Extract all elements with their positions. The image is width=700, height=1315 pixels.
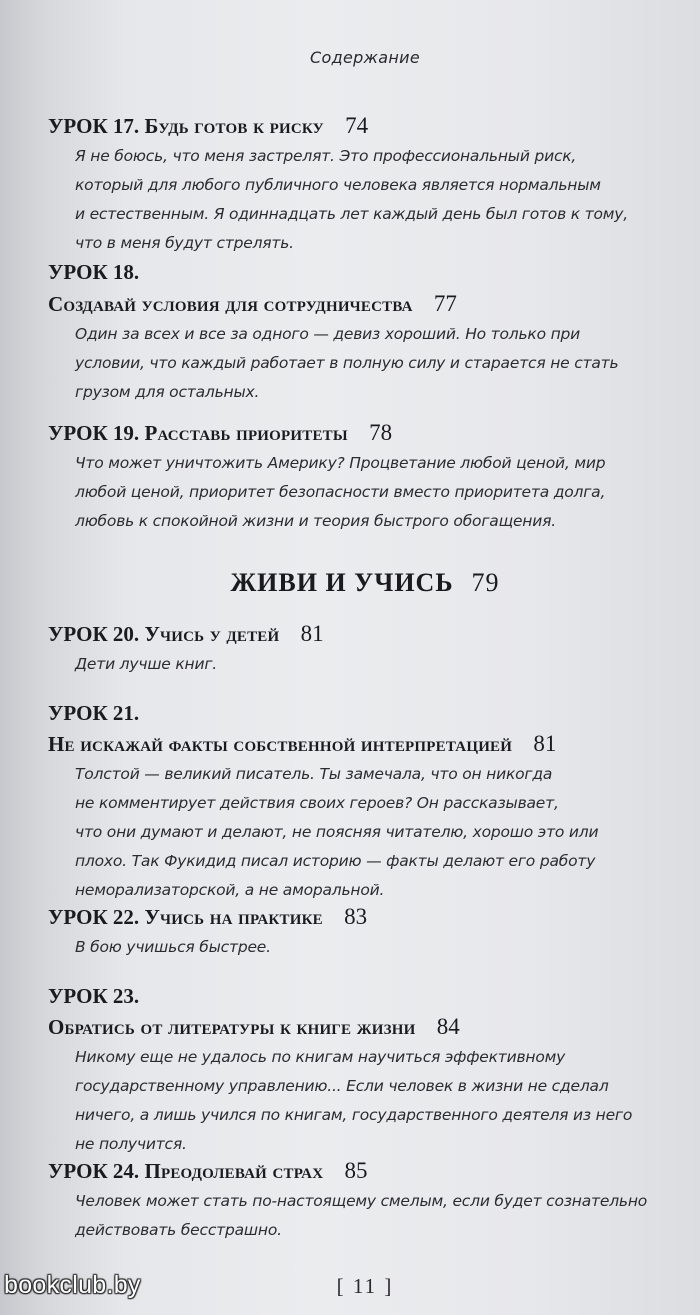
section-heading [0,568,700,598]
lesson-title: Обратись от литературы к книге жизни [48,1015,416,1039]
lesson-quote: Я не боюсь, что меня застрелят. Это профессиональный риск, который для любого публичного человека является нормальным и естественным. Я одиннадцать лет каждый день был готов к тому, что в меня будут стрелять. [75,147,628,252]
toc-entry-heading-title [48,731,668,757]
toc-entry-heading [48,700,668,726]
lesson-quote: В бою учишься быстрее. [75,938,271,956]
section-page-number: 79 [471,568,500,597]
lesson-page-number: 84 [436,1014,460,1039]
lesson-number: УРОК 19. [48,421,140,445]
toc-entry-heading [48,113,668,139]
lesson-number: УРОК 23. [48,984,140,1008]
toc-entry-heading [48,259,668,285]
toc-entry-lesson-21 [48,700,668,905]
toc-entry-heading-title [48,291,668,317]
lesson-number: УРОК 17. [48,114,140,138]
lesson-number: УРОК 21. [48,701,140,725]
lesson-page-number: 83 [344,904,368,929]
lesson-quote: Что может уничтожить Америку? Процветание любой ценой, мир любой ценой, приоритет безопасности вместо приоритета долга, любовь к спокойной жизни и теория быстрого обогащения. [75,454,606,530]
lesson-number: УРОК 20. [48,622,140,646]
lesson-quote: Никому еще не удалось по книгам научиться эффективному государственному управлению... Если человек в жизни не сделал ничего, а лишь учился по книгам, государственного деятеля из него не получится. [75,1048,633,1153]
toc-entry-heading [48,420,668,446]
lesson-page-number: 85 [344,1158,368,1183]
toc-entry-lesson-17 [48,113,668,258]
lesson-quote: Толстой — великий писатель. Ты замечала, что он никогда не комментирует действия своих героев? Он рассказывает, что они думают и делают, не поясняя читателю, хорошо это или плохо. Так Фукидид писал историю — факты делают его работу неморализаторской, а не аморальной. [75,765,599,899]
toc-entry-heading [48,1158,668,1184]
lesson-title: Преодолевай страх [144,1159,324,1183]
lesson-number: УРОК 22. [48,905,140,929]
lesson-page-number: 81 [533,731,557,756]
running-header: Содержание [310,48,420,67]
lesson-title: Создавай условия для сотрудничества [48,292,413,316]
lesson-title: Учись на практике [144,905,323,929]
lesson-page-number: 78 [369,420,393,445]
toc-entry-lesson-20 [48,621,668,679]
toc-entry-heading [48,621,668,647]
toc-entry-heading [48,904,668,930]
lesson-quote: Один за всех и все за одного — девиз хороший. Но только при условии, что каждый работает в полную силу и старается не стать грузом для остальных. [75,325,619,401]
lesson-title: Учись у детей [144,622,280,646]
lesson-page-number: 74 [345,113,369,138]
lesson-quote: Дети лучше книг. [75,655,217,673]
toc-entry-lesson-18 [48,259,668,407]
toc-entry-lesson-24 [48,1158,668,1245]
lesson-title: Расставь приоритеты [144,421,348,445]
lesson-number: УРОК 18. [48,260,140,284]
watermark: bookclub.by [4,1271,141,1299]
toc-entry-heading [48,983,668,1009]
toc-entry-lesson-19 [48,420,668,536]
lesson-title: Не искажай факты собственной интерпретацией [48,732,513,756]
lesson-page-number: 81 [300,621,324,646]
lesson-quote: Человек может стать по-настоящему смелым, если будет сознательно действовать бесстрашно. [75,1192,648,1239]
section-title: ЖИВИ И УЧИСЬ [230,568,454,597]
toc-entry-lesson-22 [48,904,668,962]
lesson-page-number: 77 [433,291,457,316]
toc-entry-lesson-23 [48,983,668,1159]
page-number-folio: [ 11 ] [336,1274,394,1298]
lesson-title: Будь готов к риску [144,114,324,138]
toc-entry-heading-title [48,1014,668,1040]
lesson-number: УРОК 24. [48,1159,140,1183]
